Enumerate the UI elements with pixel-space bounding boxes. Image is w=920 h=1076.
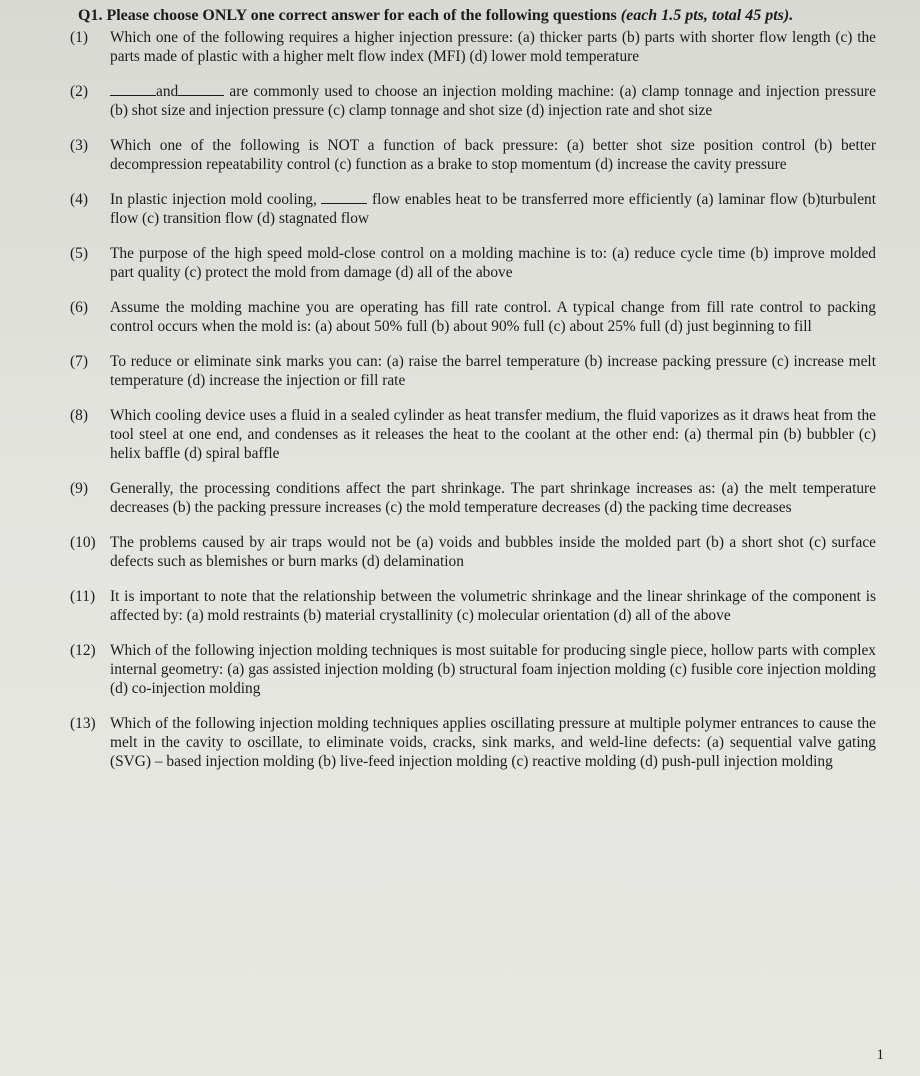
question-number: (7) <box>70 353 88 370</box>
question-number: (13) <box>70 715 96 732</box>
question-text: The purpose of the high speed mold-close control on a molding machine is to: (a) reduce cycle time (b) improve molded part quality (c) protect the mold from damage (d) all of the above <box>110 245 876 281</box>
question-text <box>110 190 876 228</box>
question-header <box>78 6 876 26</box>
question-item-3 <box>70 136 876 174</box>
question-text <box>110 82 876 120</box>
question-text: Which cooling device uses a fluid in a sealed cylinder as heat transfer medium, the fluid vaporizes as it draws heat from the tool steel at one end, and condenses as it releases the heat to the coolant at the other end: (a) thermal pin (b) bubbler (c) helix baffle (d) spiral baffle <box>110 407 876 462</box>
question-text: Generally, the processing conditions affect the part shrinkage. The part shrinkage increases as: (a) the melt temperature decreases (b) the packing pressure increases (c) the mold temperature decreases (d) the packing time decreases <box>110 480 876 516</box>
blank-connector: and <box>156 83 179 100</box>
header-points: (each 1.5 pts, total 45 pts). <box>620 7 794 24</box>
question-number: (4) <box>70 191 88 208</box>
question-text: Assume the molding machine you are operating has fill rate control. A typical change from fill rate control to packing control occurs when the mold is: (a) about 50% full (b) about 90% full (c) about 25% full (d) just beginning to fill <box>110 299 876 335</box>
question-item-10 <box>70 533 876 571</box>
question-text-tail: flow enables heat to be transferred more efficiently (a) laminar flow (b)turbulent flow (c) transition flow (d) stagnated flow <box>110 191 876 227</box>
question-item-13 <box>70 714 876 771</box>
question-item-1 <box>70 28 876 66</box>
question-item-9 <box>70 479 876 517</box>
question-number: (1) <box>70 29 88 46</box>
question-text: Which one of the following requires a higher injection pressure: (a) thicker parts (b) parts with shorter flow length (c) the parts made of plastic with a higher melt flow index (MFI) (d) lower mold temperature <box>110 29 876 65</box>
answer-blank <box>178 83 224 96</box>
question-number: (6) <box>70 299 88 316</box>
question-item-2 <box>70 82 876 120</box>
question-text-tail: are commonly used to choose an injection molding machine: (a) clamp tonnage and injection pressure (b) shot size and injection pressure (c) clamp tonnage and shot size (d) injection rate and shot size <box>110 83 876 119</box>
question-item-11 <box>70 587 876 625</box>
question-item-5 <box>70 244 876 282</box>
question-item-12 <box>70 641 876 698</box>
question-item-4 <box>70 190 876 228</box>
question-text: To reduce or eliminate sink marks you can: (a) raise the barrel temperature (b) increase packing pressure (c) increase melt temperature (d) increase the injection or fill rate <box>110 353 876 389</box>
answer-blank <box>110 83 156 96</box>
page-number: 1 <box>876 1047 884 1063</box>
question-number: (9) <box>70 480 88 497</box>
question-number: (8) <box>70 407 88 424</box>
header-prefix: Q1. Please choose ONLY one correct answer for each of the following questions <box>78 7 621 24</box>
question-item-6 <box>70 298 876 336</box>
question-number: (3) <box>70 137 88 154</box>
question-item-7 <box>70 352 876 390</box>
question-number: (2) <box>70 83 88 100</box>
question-text: Which of the following injection molding techniques is most suitable for producing single piece, hollow parts with complex internal geometry: (a) gas assisted injection molding (b) structural foam injection molding (c) fusible core injection molding (d) co-injection molding <box>110 642 876 697</box>
question-text: Which of the following injection molding techniques applies oscillating pressure at multiple polymer entrances to cause the melt in the cavity to oscillate, to eliminate voids, cracks, sink marks, and weld-line defects: (a) sequential valve gating (SVG) – based injection molding (b) live-feed injection molding (c) reactive molding (d) push-pull injection molding <box>110 715 876 770</box>
question-text: The problems caused by air traps would not be (a) voids and bubbles inside the molded part (b) a short shot (c) surface defects such as blemishes or burn marks (d) delamination <box>110 534 876 570</box>
answer-blank <box>321 191 367 204</box>
question-number: (5) <box>70 245 88 262</box>
question-list <box>70 28 876 771</box>
question-number: (10) <box>70 534 96 551</box>
question-number: (12) <box>70 642 96 659</box>
question-number: (11) <box>70 588 96 605</box>
question-item-8 <box>70 406 876 463</box>
question-text: It is important to note that the relationship between the volumetric shrinkage and the linear shrinkage of the component is affected by: (a) mold restraints (b) material crystallinity (c) molecular orientation (d) all of the above <box>110 588 876 624</box>
question-text: Which one of the following is NOT a function of back pressure: (a) better shot size position control (b) better decompression repeatability control (c) function as a brake to stop momentum (d) increase the cavity pressure <box>110 137 876 173</box>
question-text-head: In plastic injection mold cooling, <box>110 191 317 208</box>
